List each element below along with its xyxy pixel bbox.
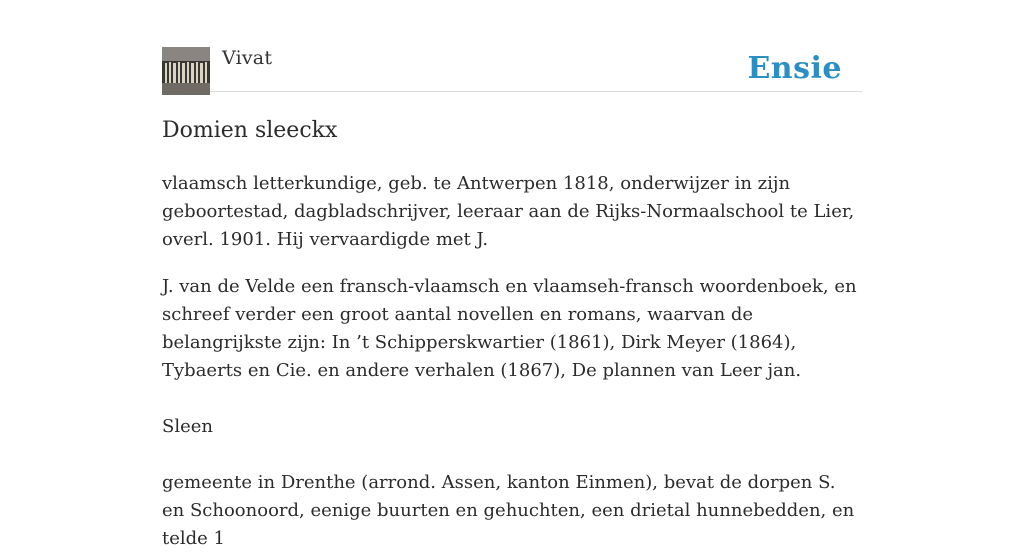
- entry-subheading: Sleen: [162, 416, 213, 437]
- bookshelf-avatar-icon: [162, 47, 210, 95]
- ensie-logo[interactable]: Ensie: [747, 51, 842, 86]
- header: [162, 0, 862, 92]
- page: [162, 0, 862, 549]
- author-name[interactable]: Vivat: [222, 47, 273, 69]
- article-paragraph: vlaamsch letterkundige, geb. te Antwerpen 1818, onderwijzer in zijn geboortestad, dagbladschrijver, leeraar aan de Rijks-Normaalschool te Lier, overl. 1901. Hij vervaardigde met J.: [162, 173, 855, 250]
- article-title: Domien sleeckx: [162, 118, 338, 143]
- author-avatar[interactable]: [162, 47, 210, 95]
- article-paragraph: J. van de Velde een fransch-vlaamsch en vlaamseh-fransch woordenboek, en schreef verder een groot aantal novellen en romans, waarvan de belangrijkste zijn: In ’t Schipperskwartier (1861), Dirk Meyer (1864), Tybaerts en Cie. en andere verhalen (1867), De plannen van Leer jan.: [162, 276, 857, 381]
- article-paragraph: gemeente in Drenthe (arrond. Assen, kanton Einmen), bevat de dorpen S. en Schoonoord, eenige buurten en gehuchten, een drietal hunnebedden, en telde 1: [162, 472, 855, 549]
